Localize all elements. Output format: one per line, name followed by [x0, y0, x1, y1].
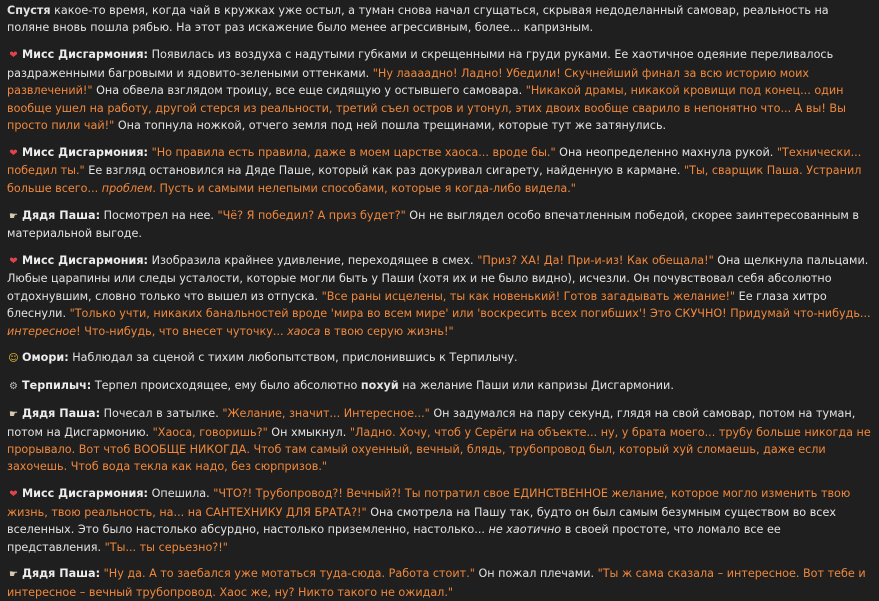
message-text: Она обвела взглядом троицу, все еще сидящую у остывшего самовара. [92, 84, 526, 98]
chat-message [7, 2, 873, 37]
quoted-speech: "Никакой драмы, никакой кровищи под конец... один вообще ушел на работу, другой стерся из реальности, третий съел остров и утонул, этих двоих вообще сварило в непонятно что... А вы! Вы просто пили чай!" [7, 84, 846, 132]
quoted-speech: "Ладно. Хочу, чтоб у Серёги на объекте... ну, у брата моего... трубу больше никогда не прорывало. Вот чтоб ВООБЩЕ НИКОГДА. Чтоб там самый охуенный, вечный, блядь, трубопровод был, который хуй сломаешь, даже если захочешь. Чтоб вода текла как надо, без сюрпризов." [7, 425, 871, 474]
quoted-speech: "Чё? Я победил? А приз будет?" [217, 208, 406, 222]
message-text: Изобразила крайнее удивление, переходящее в смех. [148, 253, 478, 267]
heart-icon: ❤ [9, 50, 18, 62]
message-text: Почесал в затылке. [100, 407, 223, 421]
message-text: Ее взгляд остановился на Дяде Паше, который как раз докуривал сигарету, найденную в кармане. [84, 164, 684, 178]
quoted-speech: ! Что-нибудь, что внесет чуточку... [76, 324, 288, 338]
message-text: Терпел происходящее, ему было абсолютно [91, 379, 361, 393]
quoted-speech: . Пусть и самыми нелепыми способами, которые я когда-либо видела." [152, 181, 576, 195]
quoted-speech: "Ты, сварщик Паша. Устранил больше всего... [7, 164, 862, 195]
chat-message [7, 144, 873, 197]
quoted-speech: "Ты... ты серьезно?!" [104, 540, 228, 554]
quoted-speech: "Желание, значит... Интересное..." [222, 407, 430, 421]
speaker-name: Дядя Паша: [22, 208, 101, 222]
quoted-speech: интересное [7, 324, 77, 338]
speaker-name: Терпилыч: [22, 379, 92, 393]
smile-icon: ☺ [8, 353, 19, 365]
message-text: Он хмыкнул. [267, 425, 350, 439]
message-text: Она смотрела на Пашу так, будто он был самым безумным существом во всех вселенных. Это было настолько абсурдно, настолько приземленно, настолько... [7, 505, 836, 537]
message-text: Она топнула ножкой, отчего земля под ней пошла трещинами, которые тут же затянулись. [114, 118, 667, 132]
message-text: похуй [360, 379, 399, 393]
message-text: Он задумался на пару секунд, глядя на свой самовар, потом на туман, потом на Дисгармонию. [7, 407, 856, 439]
chat-message [7, 405, 873, 476]
chat-message [7, 377, 873, 395]
message-text: какое-то время, когда чай в кружках уже остыл, а туман снова начал сгущаться, скрывая недоделанный самовар, реальность на поляне вновь пошла рябью. На этот раз искажение было менее агрессивным, более... капризным. [7, 4, 829, 35]
speaker-name: Мисс Дисгармония: [22, 253, 149, 267]
message-text: в своей простоте, что ломало все ее представления. [7, 523, 781, 554]
chat-message [7, 207, 873, 243]
message-text: Спустя [7, 4, 51, 17]
chat-message [7, 485, 873, 556]
message-text: Посмотрел на нее. [100, 208, 218, 222]
chat-message [7, 349, 873, 367]
message-text: не хаотично [488, 523, 562, 537]
paw-icon: ☛ [9, 569, 18, 581]
quoted-speech: "Но правила есть правила, даже в моем царстве хаоса... вроде бы." [151, 145, 556, 159]
heart-icon: ❤ [9, 255, 18, 267]
quoted-speech: "Приз? ХА! Да! При-и-из! Как обещала!" [477, 253, 714, 267]
speaker-name: Омори: [22, 351, 69, 365]
quoted-speech: "Технически... победил ты." [7, 145, 862, 178]
quoted-speech: "Хаоса, говоришь?" [152, 425, 268, 439]
quoted-speech: "Ну да. А то заебался уже мотаться туда-сюда. Работа стоит." [103, 567, 475, 581]
speaker-name: Мисс Дисгармония: [22, 145, 149, 159]
message-text: на желание Паши или капризы Дисгармонии. [398, 379, 674, 393]
speaker-name: Дядя Паша: [22, 567, 101, 581]
speaker-name: Дядя Паша: [22, 407, 101, 421]
quoted-speech: "Ну лаааадно! Ладно! Убедили! Скучнейший финал за всю историю моих развлечений!" [7, 66, 809, 98]
message-text: Опешила. [148, 487, 214, 501]
speaker-name: Мисс Дисгармония: [22, 487, 149, 501]
paw-icon: ☛ [9, 409, 18, 421]
message-text: Он не выглядел особо впечатленным победой, скорее заинтересованным в материальной выгоде. [7, 208, 859, 240]
message-text: Наблюдал за сценой с тихим любопытством, прислонившись к Терпилычу. [68, 351, 518, 365]
message-text: Появилась из воздуха с надутыми губками и скрещенными на груди руками. Ее хаотичное одеяние переливалось раздраженными багровыми и ядовито-зелеными оттенками. [7, 48, 834, 80]
quoted-speech: проблем [101, 181, 153, 195]
chat-message [7, 565, 873, 601]
chat-message [7, 46, 873, 134]
robot-icon: ⚙ [9, 381, 18, 393]
paw-icon: ☛ [9, 210, 18, 222]
message-text: Она щелкнула пальцами. Любые царапины или следы усталости, которые могли быть у Паши (хотя их и не было видно), исчезли. Он почувствовал себя абсолютно отдохнувшим, словно только что вышел из отпуска. [7, 253, 869, 303]
message-text: Она неопределенно махнула рукой. [555, 145, 777, 159]
heart-icon: ❤ [9, 489, 18, 501]
quoted-speech: "Только учти, никаких банальностей вроде 'мира во всем мире' или 'воскресить всех погибших'! Это СКУЧНО! Придумай что-нибудь... [69, 307, 871, 321]
quoted-speech: "Ты ж сама сказала – интересное. Вот тебе и интересное – вечный трубопровод. Хаос же, ну? Никто такого не ожидал." [7, 567, 866, 599]
heart-icon: ❤ [9, 147, 18, 159]
chat-message [7, 252, 873, 340]
quoted-speech: хаоса [287, 324, 321, 338]
quoted-speech: "ЧТО?! Трубопровод?! Вечный?! Ты потратил свое ЕДИНСТВЕННОЕ желание, которое могло изменить твою жизнь, твою реальность, на... на САНТЕХНИКУ ДЛЯ БРАТА?!" [7, 487, 851, 519]
speaker-name: Мисс Дисгармония: [22, 48, 149, 62]
quoted-speech: в твою серую жизнь!" [320, 324, 454, 338]
quoted-speech: "Все раны исцелены, ты как новенький! Готов загадывать желание!" [321, 289, 736, 303]
message-text: Он пожал плечами. [474, 567, 598, 581]
message-text: Ее глаза хитро блеснули. [7, 289, 827, 321]
